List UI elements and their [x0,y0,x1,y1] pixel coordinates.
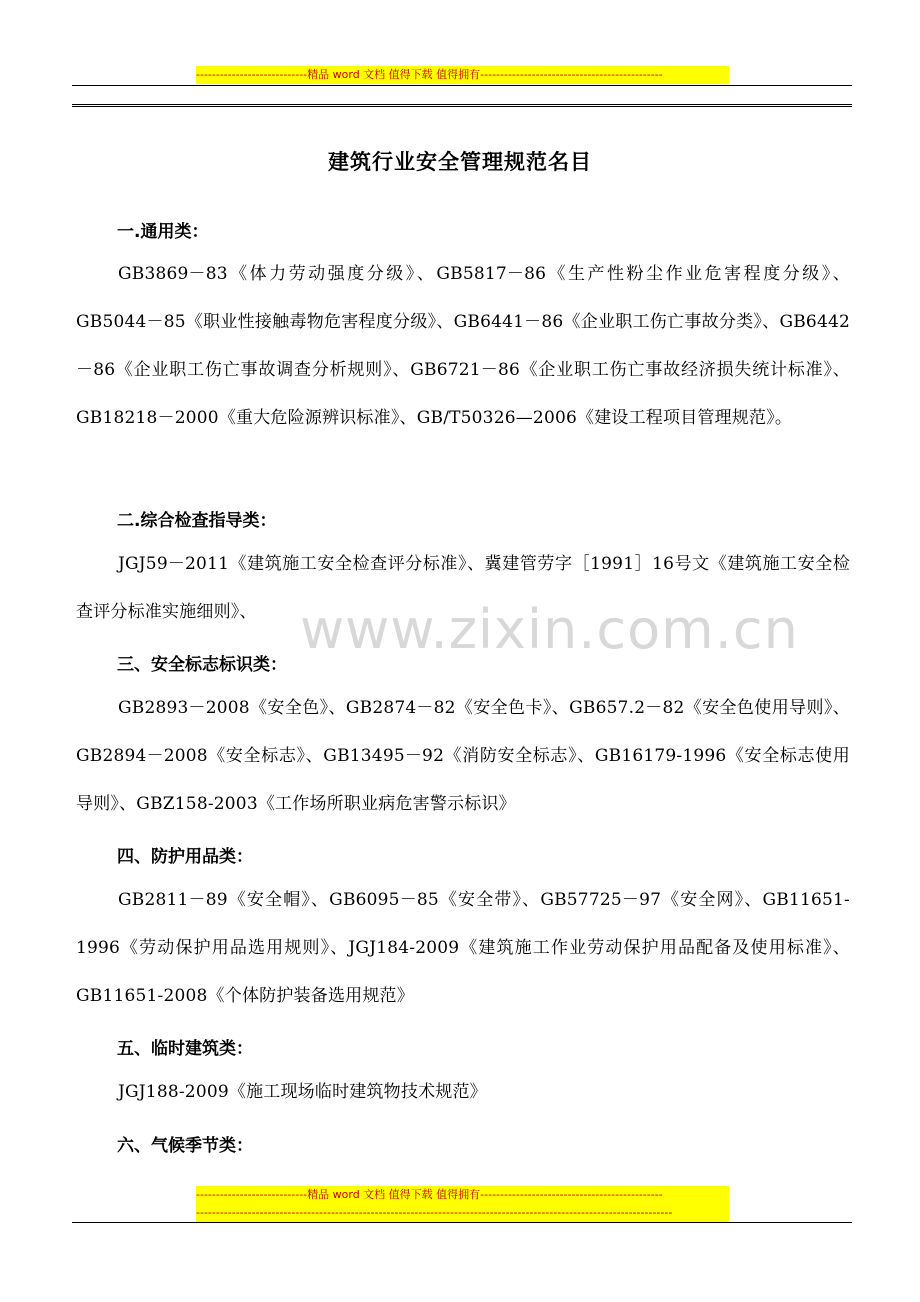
section-text-inspection: JGJ59－2011《建筑施工安全检查评分标准》、冀建管劳字［1991］16号文《建筑施工安全检查评分标准实施细则》、 [76,554,850,622]
footer-banner-line2: ------------------------------------------------------------------------------------------------------------------------ [196,1206,673,1219]
header-rule [72,85,852,86]
footer-banner-line1: ----------------------------精品 word 文档 值得下载 值得拥有---------------------------------------------- [196,1188,663,1201]
section-heading-general: 一.通用类： [117,222,209,242]
section-heading-inspection: 二.综合检查指导类： [117,511,277,531]
footer-rule [72,1222,852,1223]
section-text-protective: GB2811－89《安全帽》、GB6095－85《安全带》、GB57725－97《安全网》、GB11651-1996《劳动保护用品选用规则》、JGJ184-2009《建筑施工作业劳动保护用品配备及使用标准》、GB11651-2008《个体防护装备选用规范》 [76,890,850,1006]
section-heading-temporary: 五、临时建筑类： [117,1039,253,1059]
section-heading-signs: 三、安全标志标识类： [117,655,287,675]
section-text-temporary: JGJ188-2009《施工现场临时建筑物技术规范》 [118,1082,487,1102]
section-heading-climate: 六、气候季节类： [117,1136,253,1156]
footer-banner [196,1186,729,1222]
watermark: www.zixin.com.cn [300,598,799,661]
document-title: 建筑行业安全管理规范名目 [328,150,592,174]
section-text-signs: GB2893－2008《安全色》、GB2874－82《安全色卡》、GB657.2－82《安全色使用导则》、GB2894－2008《安全标志》、GB13495－92《消防安全标志》、GB16179-1996《安全标志使用导则》、GBZ158-2003《工作场所职业病危害警示标识》 [76,698,850,814]
header-double-rule [72,104,852,107]
header-banner: ----------------------------精品 word 文档 值得下载 值得拥有---------------------------------------------- [196,66,729,84]
section-text-general: GB3869－83《体力劳动强度分级》、GB5817－86《生产性粉尘作业危害程度分级》、GB5044－85《职业性接触毒物危害程度分级》、GB6441－86《企业职工伤亡事故分类》、GB6442－86《企业职工伤亡事故调查分析规则》、GB6721－86《企业职工伤亡事故经济损失统计标准》、GB18218－2000《重大危险源辨识标准》、GB/T50326—2006《建设工程项目管理规范》。 [76,264,850,428]
section-heading-protective: 四、防护用品类： [117,847,253,867]
